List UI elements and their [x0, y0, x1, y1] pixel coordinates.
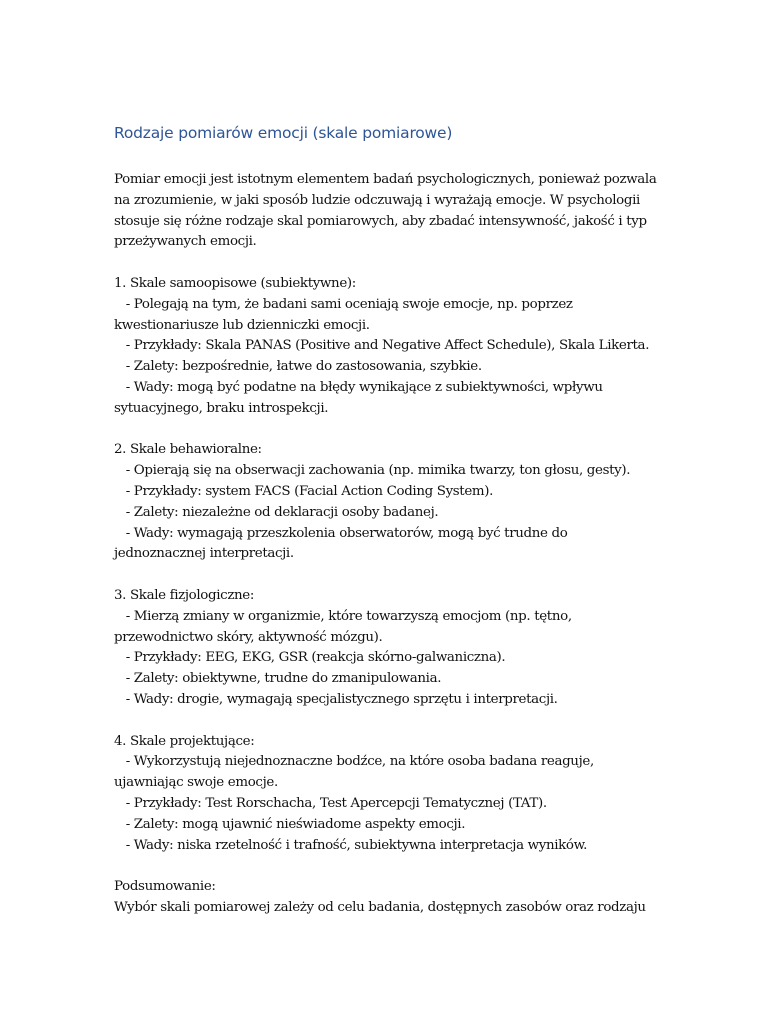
text-line: stosuje się różne rodzaje skal pomiarowych, aby zbadać intensywność, jakość i typ	[114, 213, 647, 229]
text-line: przewodnictwo skóry, aktywność mózgu).	[114, 629, 383, 645]
text-line: - Wady: wymagają przeszkolenia obserwatorów, mogą być trudne do	[114, 525, 568, 541]
text-line: - Zalety: bezpośrednie, łatwe do zastosowania, szybkie.	[114, 359, 482, 375]
text-line: ujawniając swoje emocje.	[114, 775, 278, 791]
text-line: - Przykłady: system FACS (Facial Action Coding System).	[114, 483, 494, 499]
text-line: sytuacyjnego, braku introspekcji.	[114, 400, 329, 416]
document-body	[114, 170, 674, 919]
text-line: - Przykłady: Test Rorschacha, Test Apercepcji Tematycznej (TAT).	[114, 795, 547, 811]
blank-line	[114, 253, 674, 274]
document-title: Rodzaje pomiarów emocji (skale pomiarowe)	[114, 124, 453, 142]
text-line: - Wykorzystują niejednoznaczne bodźce, na które osoba badana reaguje,	[114, 754, 594, 770]
text-line: - Zalety: mogą ujawnić nieświadome aspekty emocji.	[114, 816, 466, 832]
blank-line	[114, 711, 674, 732]
text-line: Podsumowanie:	[114, 879, 216, 895]
text-line: - Mierzą zmiany w organizmie, które towarzyszą emocjom (np. tętno,	[114, 608, 572, 624]
text-line: Pomiar emocji jest istotnym elementem badań psychologicznych, ponieważ pozwala	[114, 172, 657, 187]
text-line: - Opierają się na obserwacji zachowania (np. mimika twarzy, ton głosu, gesty).	[114, 463, 631, 479]
blank-line	[114, 856, 674, 877]
blank-line	[114, 565, 674, 586]
text-line: - Wady: drogie, wymagają specjalistycznego sprzętu i interpretacji.	[114, 691, 558, 707]
text-line: 4. Skale projektujące:	[114, 733, 255, 749]
text-line: - Zalety: niezależne od deklaracji osoby badanej.	[114, 504, 439, 520]
text-line: na zrozumienie, w jaki sposób ludzie odczuwają i wyrażają emocje. W psychologii	[114, 192, 640, 208]
text-line: - Przykłady: Skala PANAS (Positive and Negative Affect Schedule), Skala Likerta.	[114, 338, 650, 354]
text-line: kwestionariusze lub dzienniczki emocji.	[114, 317, 370, 333]
blank-line	[114, 420, 674, 441]
text-line: - Polegają na tym, że badani sami oceniają swoje emocje, np. poprzez	[114, 296, 573, 312]
text-line: przeżywanych emocji.	[114, 234, 257, 250]
text-line: 1. Skale samoopisowe (subiektywne):	[114, 275, 356, 291]
text-line: - Zalety: obiektywne, trudne do zmanipulowania.	[114, 671, 442, 687]
text-line: Wybór skali pomiarowej zależy od celu badania, dostępnych zasobów oraz rodzaju	[114, 899, 646, 915]
text-line: - Wady: niska rzetelność i trafność, subiektywna interpretacja wyników.	[114, 837, 588, 853]
text-line: 3. Skale fizjologiczne:	[114, 587, 255, 603]
text-line: - Wady: mogą być podatne na błędy wynikające z subiektywności, wpływu	[114, 379, 603, 395]
text-line: 2. Skale behawioralne:	[114, 442, 262, 458]
text-line: - Przykłady: EEG, EKG, GSR (reakcja skórno-galwaniczna).	[114, 650, 506, 666]
text-line: jednoznacznej interpretacji.	[114, 546, 294, 562]
